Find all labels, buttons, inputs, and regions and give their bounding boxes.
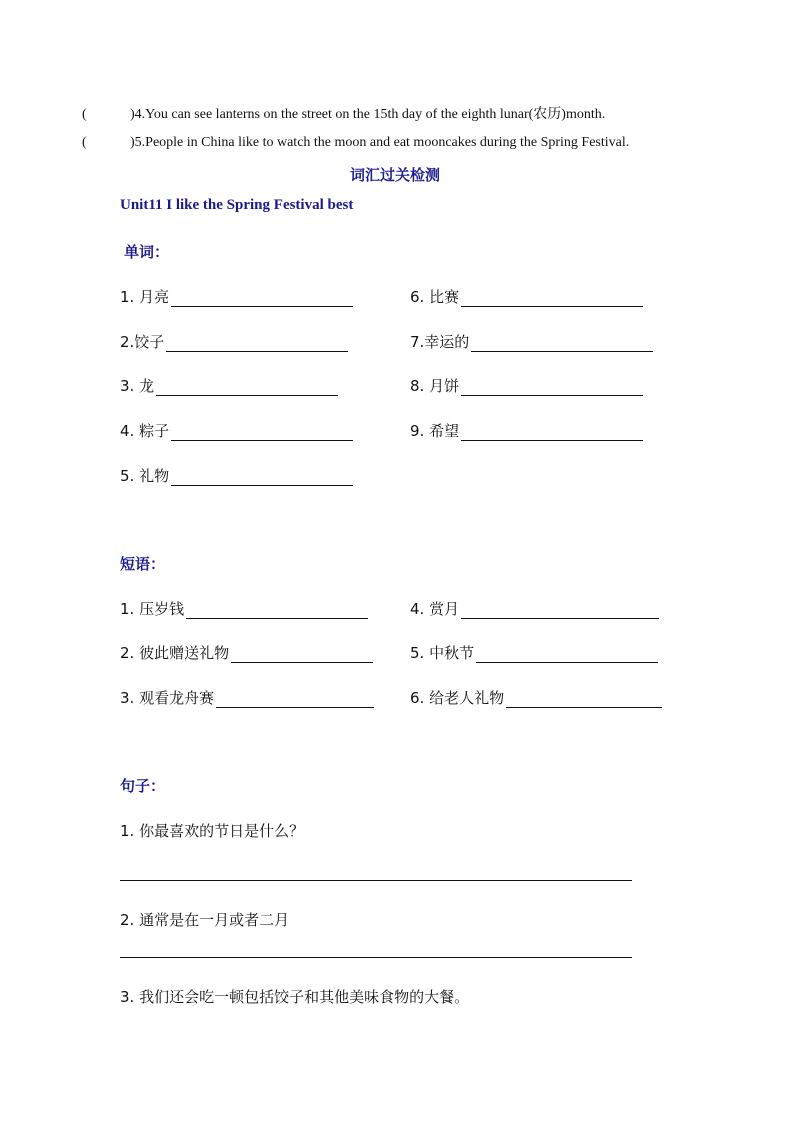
answer-blank[interactable] <box>156 379 338 396</box>
answer-blank[interactable] <box>476 646 658 663</box>
answer-blank[interactable] <box>506 691 662 708</box>
word-item-5 <box>120 465 353 486</box>
word-label: 5. 礼物 <box>120 467 170 485</box>
answer-line[interactable] <box>120 957 632 958</box>
answer-paren[interactable]: ( <box>82 135 87 150</box>
answer-blank[interactable] <box>231 646 373 663</box>
answer-blank[interactable] <box>461 602 659 619</box>
answer-blank[interactable] <box>186 602 368 619</box>
answer-blank[interactable] <box>171 290 353 307</box>
word-item-9 <box>410 420 643 441</box>
phrase-item-4 <box>410 598 659 619</box>
phrase-item-1 <box>120 598 368 619</box>
answer-blank[interactable] <box>171 424 353 441</box>
words-label: 单词： <box>124 243 170 261</box>
sentence-item-2 <box>120 909 289 930</box>
word-label: 4. 粽子 <box>120 422 170 440</box>
phrase-label: 3. 观看龙舟赛 <box>120 689 215 707</box>
sentence-item-3 <box>120 986 469 1007</box>
word-item-2 <box>120 331 348 352</box>
word-item-6 <box>410 286 643 307</box>
phrase-item-6 <box>410 687 662 708</box>
sentence-prompt: 2. 通常是在一月或者二月 <box>120 911 290 929</box>
answer-blank[interactable] <box>461 424 643 441</box>
section-heading: 词汇过关检测 <box>350 166 441 184</box>
phrases-label: 短语： <box>120 555 166 573</box>
tf-question-5 <box>82 135 629 151</box>
word-label: 6. 比赛 <box>410 288 460 306</box>
word-item-7 <box>410 331 653 352</box>
phrase-label: 6. 给老人礼物 <box>410 689 505 707</box>
phrase-label: 1. 压岁钱 <box>120 600 185 618</box>
answer-blank[interactable] <box>171 469 353 486</box>
phrase-label: 5. 中秋节 <box>410 644 475 662</box>
word-item-4 <box>120 420 353 441</box>
question-text: )4.You can see lanterns on the street on the 15th day of the eighth lunar(农历)month. <box>130 107 606 122</box>
unit-title: Unit11 I like the Spring Festival best <box>120 197 354 213</box>
sentences-label: 句子： <box>120 777 166 795</box>
sentence-prompt: 1. 你最喜欢的节日是什么？ <box>120 822 305 840</box>
answer-line[interactable] <box>120 880 632 881</box>
answer-blank[interactable] <box>471 335 653 352</box>
word-label: 9. 希望 <box>410 422 460 440</box>
word-item-3 <box>120 375 338 396</box>
answer-blank[interactable] <box>461 290 643 307</box>
answer-blank[interactable] <box>166 335 348 352</box>
answer-paren[interactable]: ( <box>82 107 87 122</box>
sentence-item-1 <box>120 820 304 841</box>
word-label: 2.饺子 <box>120 333 165 351</box>
phrase-label: 2. 彼此赠送礼物 <box>120 644 230 662</box>
word-label: 3. 龙 <box>120 377 155 395</box>
phrase-item-2 <box>120 642 373 663</box>
tf-question-4 <box>82 103 605 123</box>
question-text: )5.People in China like to watch the moon and eat mooncakes during the Spring Festival. <box>130 135 630 150</box>
sentence-prompt: 3. 我们还会吃一顿包括饺子和其他美味食物的大餐。 <box>120 988 470 1006</box>
answer-blank[interactable] <box>216 691 374 708</box>
word-item-1 <box>120 286 353 307</box>
phrase-label: 4. 赏月 <box>410 600 460 618</box>
answer-blank[interactable] <box>461 379 643 396</box>
word-item-8 <box>410 375 643 396</box>
phrase-item-5 <box>410 642 658 663</box>
word-label: 8. 月饼 <box>410 377 460 395</box>
word-label: 7.幸运的 <box>410 333 470 351</box>
phrase-item-3 <box>120 687 374 708</box>
word-label: 1. 月亮 <box>120 288 170 306</box>
